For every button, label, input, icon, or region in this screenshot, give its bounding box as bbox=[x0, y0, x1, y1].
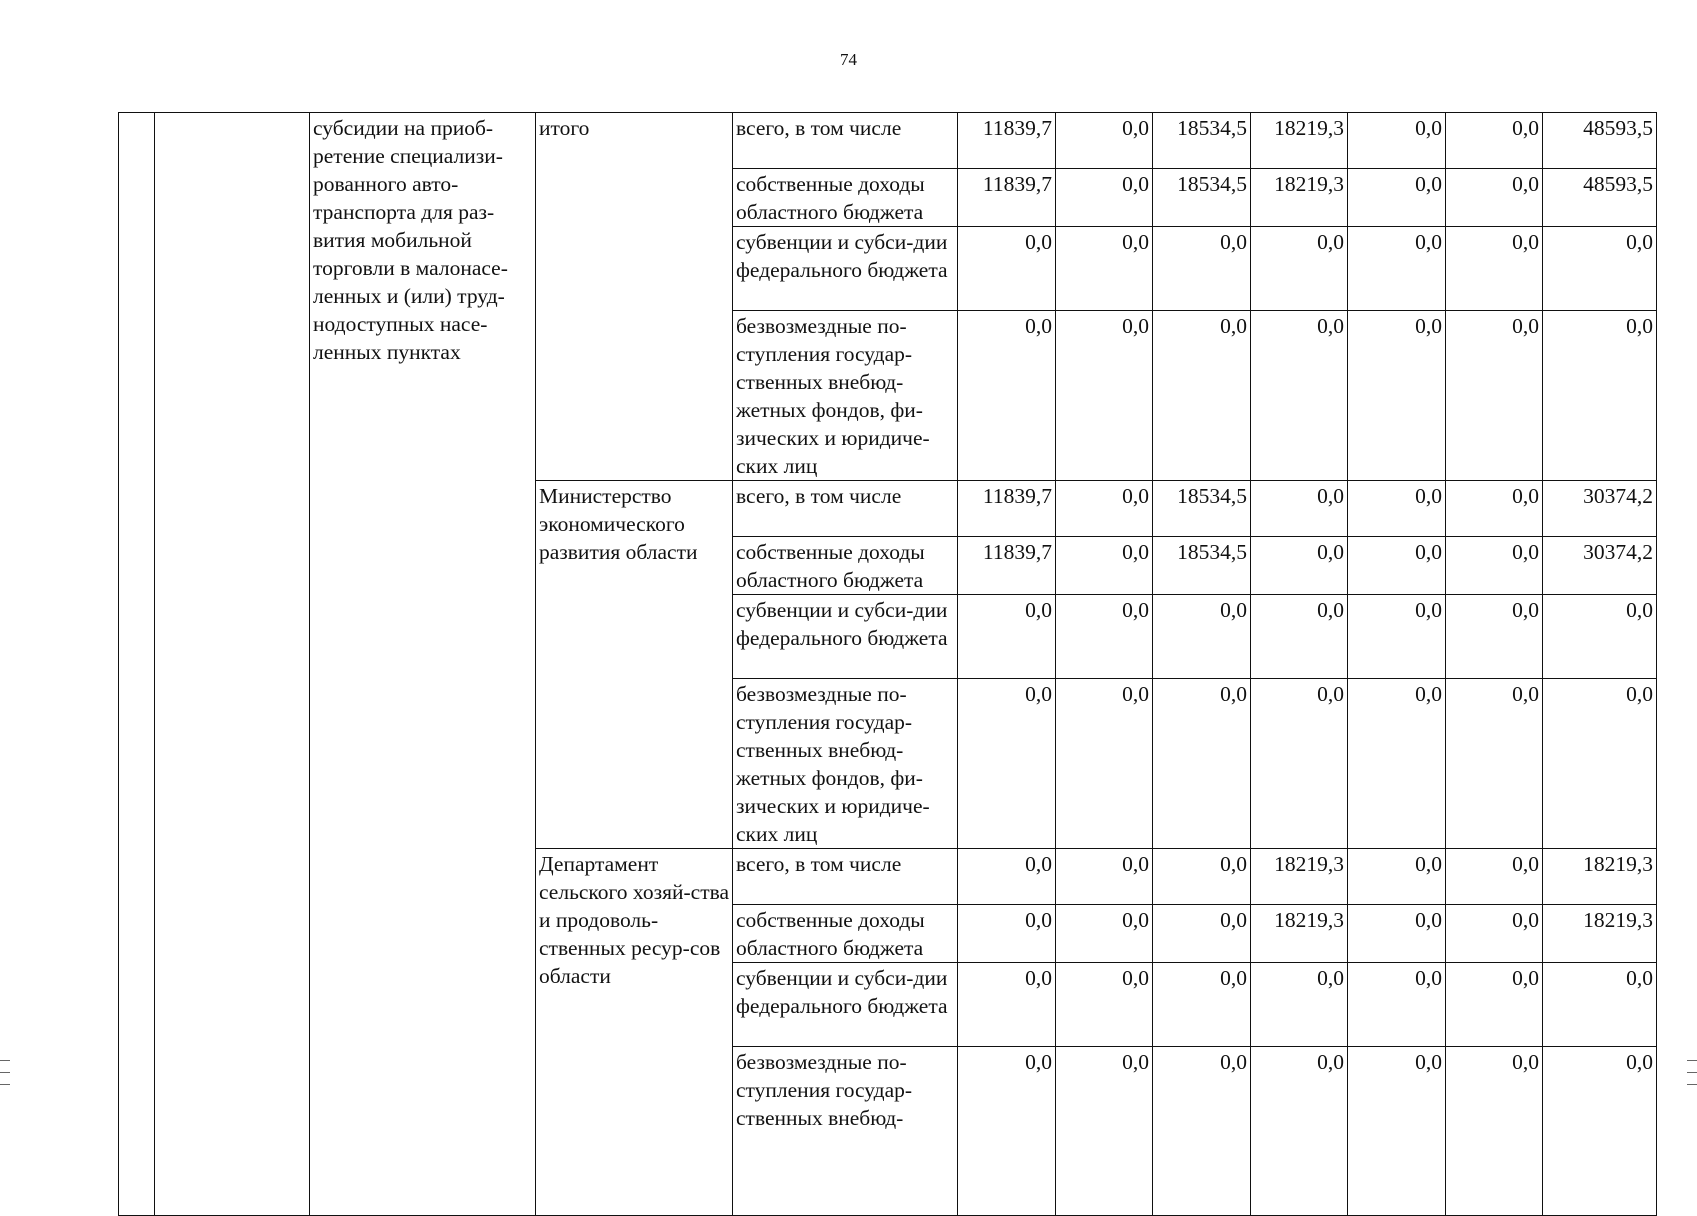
amount-cell: 0,0 bbox=[1056, 481, 1153, 537]
amount-cell: 0,0 bbox=[1056, 595, 1153, 679]
amount-cell: 18219,3 bbox=[1543, 905, 1657, 963]
amount-cell: 0,0 bbox=[1348, 113, 1446, 169]
funding-source: всего, в том числе bbox=[733, 481, 958, 537]
table-row bbox=[119, 113, 1657, 169]
funding-source: субвенции и субси-дии федерального бюджета bbox=[733, 227, 958, 311]
amount-cell: 0,0 bbox=[958, 905, 1056, 963]
amount-cell: 0,0 bbox=[1251, 481, 1348, 537]
amount-cell: 0,0 bbox=[1446, 849, 1543, 905]
program-cell bbox=[155, 113, 310, 1216]
margin-tick bbox=[0, 1060, 10, 1061]
amount-cell: 0,0 bbox=[1348, 169, 1446, 227]
amount-cell: 18219,3 bbox=[1251, 905, 1348, 963]
amount-cell: 0,0 bbox=[1348, 481, 1446, 537]
amount-cell: 18534,5 bbox=[1153, 169, 1251, 227]
amount-cell: 0,0 bbox=[1446, 169, 1543, 227]
amount-cell: 0,0 bbox=[1251, 595, 1348, 679]
amount-cell: 0,0 bbox=[958, 849, 1056, 905]
amount-cell: 0,0 bbox=[1251, 227, 1348, 311]
margin-tick bbox=[0, 1072, 10, 1073]
amount-cell: 0,0 bbox=[1446, 537, 1543, 595]
margin-tick bbox=[1687, 1060, 1697, 1061]
amount-cell: 0,0 bbox=[1446, 679, 1543, 849]
amount-cell: 0,0 bbox=[1056, 905, 1153, 963]
amount-cell: 0,0 bbox=[1348, 311, 1446, 481]
amount-cell: 0,0 bbox=[1446, 481, 1543, 537]
margin-tick bbox=[1687, 1072, 1697, 1073]
amount-cell: 0,0 bbox=[1056, 537, 1153, 595]
amount-cell: 0,0 bbox=[1056, 227, 1153, 311]
row-number-cell bbox=[119, 113, 155, 1216]
amount-cell: 0,0 bbox=[1543, 311, 1657, 481]
amount-cell: 0,0 bbox=[1446, 311, 1543, 481]
page-number: 74 bbox=[840, 50, 857, 69]
amount-cell: 0,0 bbox=[1446, 227, 1543, 311]
amount-cell: 0,0 bbox=[1251, 537, 1348, 595]
amount-cell: 0,0 bbox=[1348, 537, 1446, 595]
amount-cell: 0,0 bbox=[1056, 311, 1153, 481]
amount-cell: 30374,2 bbox=[1543, 537, 1657, 595]
amount-cell: 0,0 bbox=[1251, 1047, 1348, 1216]
amount-cell: 11839,7 bbox=[958, 537, 1056, 595]
funding-source: собственные доходы областного бюджета bbox=[733, 169, 958, 227]
amount-cell: 18534,5 bbox=[1153, 113, 1251, 169]
measure-description: субсидии на приоб-ретение специализи-рованного авто-транспорта для раз-вития мобильной торговли в малонасе-ленных и (или) труд-нодоступных насе-ленных пунктах bbox=[310, 113, 536, 1216]
amount-cell: 0,0 bbox=[1251, 679, 1348, 849]
amount-cell: 0,0 bbox=[1153, 311, 1251, 481]
amount-cell: 0,0 bbox=[958, 1047, 1056, 1216]
amount-cell: 0,0 bbox=[1446, 963, 1543, 1047]
amount-cell: 0,0 bbox=[1056, 169, 1153, 227]
amount-cell: 0,0 bbox=[1056, 1047, 1153, 1216]
amount-cell: 0,0 bbox=[958, 227, 1056, 311]
amount-cell: 48593,5 bbox=[1543, 169, 1657, 227]
budget-table-body bbox=[119, 113, 1657, 1216]
responsible-org: итого bbox=[536, 113, 733, 481]
amount-cell: 18219,3 bbox=[1543, 849, 1657, 905]
amount-cell: 0,0 bbox=[1348, 1047, 1446, 1216]
amount-cell: 18534,5 bbox=[1153, 481, 1251, 537]
amount-cell: 0,0 bbox=[1348, 679, 1446, 849]
amount-cell: 0,0 bbox=[958, 595, 1056, 679]
amount-cell: 0,0 bbox=[958, 679, 1056, 849]
amount-cell: 0,0 bbox=[1543, 679, 1657, 849]
funding-source: собственные доходы областного бюджета bbox=[733, 905, 958, 963]
responsible-org: Департамент сельского хозяй-ства и продоволь-ственных ресур-сов области bbox=[536, 849, 733, 1216]
margin-tick bbox=[1687, 1084, 1697, 1085]
budget-table bbox=[118, 112, 1657, 1216]
amount-cell: 0,0 bbox=[1543, 963, 1657, 1047]
amount-cell: 48593,5 bbox=[1543, 113, 1657, 169]
amount-cell: 18219,3 bbox=[1251, 113, 1348, 169]
amount-cell: 0,0 bbox=[1543, 1047, 1657, 1216]
amount-cell: 0,0 bbox=[1348, 849, 1446, 905]
amount-cell: 0,0 bbox=[1251, 311, 1348, 481]
funding-source: безвозмездные по-ступления государ-ственных внебюд-жетных фондов, фи-зических и юридиче-ских лиц bbox=[733, 679, 958, 849]
amount-cell: 0,0 bbox=[1056, 963, 1153, 1047]
amount-cell: 0,0 bbox=[1153, 679, 1251, 849]
amount-cell: 0,0 bbox=[1251, 963, 1348, 1047]
amount-cell: 0,0 bbox=[1446, 1047, 1543, 1216]
funding-source: безвозмездные по-ступления государ-ственных внебюд- bbox=[733, 1047, 958, 1216]
amount-cell: 0,0 bbox=[1446, 905, 1543, 963]
funding-source: субвенции и субси-дии федерального бюджета bbox=[733, 595, 958, 679]
amount-cell: 0,0 bbox=[1153, 905, 1251, 963]
amount-cell: 0,0 bbox=[1543, 227, 1657, 311]
amount-cell: 11839,7 bbox=[958, 481, 1056, 537]
amount-cell: 0,0 bbox=[1348, 905, 1446, 963]
amount-cell: 0,0 bbox=[1153, 849, 1251, 905]
amount-cell: 0,0 bbox=[1153, 595, 1251, 679]
amount-cell: 11839,7 bbox=[958, 113, 1056, 169]
amount-cell: 0,0 bbox=[1153, 963, 1251, 1047]
amount-cell: 0,0 bbox=[1348, 963, 1446, 1047]
amount-cell: 0,0 bbox=[1348, 595, 1446, 679]
amount-cell: 0,0 bbox=[1446, 595, 1543, 679]
amount-cell: 0,0 bbox=[1348, 227, 1446, 311]
amount-cell: 0,0 bbox=[1446, 113, 1543, 169]
margin-tick bbox=[0, 1084, 10, 1085]
funding-source: собственные доходы областного бюджета bbox=[733, 537, 958, 595]
amount-cell: 0,0 bbox=[1153, 227, 1251, 311]
amount-cell: 11839,7 bbox=[958, 169, 1056, 227]
responsible-org: Министерство экономического развития области bbox=[536, 481, 733, 849]
funding-source: всего, в том числе bbox=[733, 113, 958, 169]
funding-source: субвенции и субси-дии федерального бюджета bbox=[733, 963, 958, 1047]
amount-cell: 18219,3 bbox=[1251, 849, 1348, 905]
funding-source: всего, в том числе bbox=[733, 849, 958, 905]
amount-cell: 0,0 bbox=[1543, 595, 1657, 679]
funding-source: безвозмездные по-ступления государ-ственных внебюд-жетных фондов, фи-зических и юридиче-ских лиц bbox=[733, 311, 958, 481]
amount-cell: 18219,3 bbox=[1251, 169, 1348, 227]
amount-cell: 0,0 bbox=[1056, 113, 1153, 169]
amount-cell: 0,0 bbox=[1056, 849, 1153, 905]
amount-cell: 0,0 bbox=[958, 963, 1056, 1047]
amount-cell: 0,0 bbox=[1056, 679, 1153, 849]
amount-cell: 18534,5 bbox=[1153, 537, 1251, 595]
amount-cell: 0,0 bbox=[1153, 1047, 1251, 1216]
amount-cell: 30374,2 bbox=[1543, 481, 1657, 537]
amount-cell: 0,0 bbox=[958, 311, 1056, 481]
